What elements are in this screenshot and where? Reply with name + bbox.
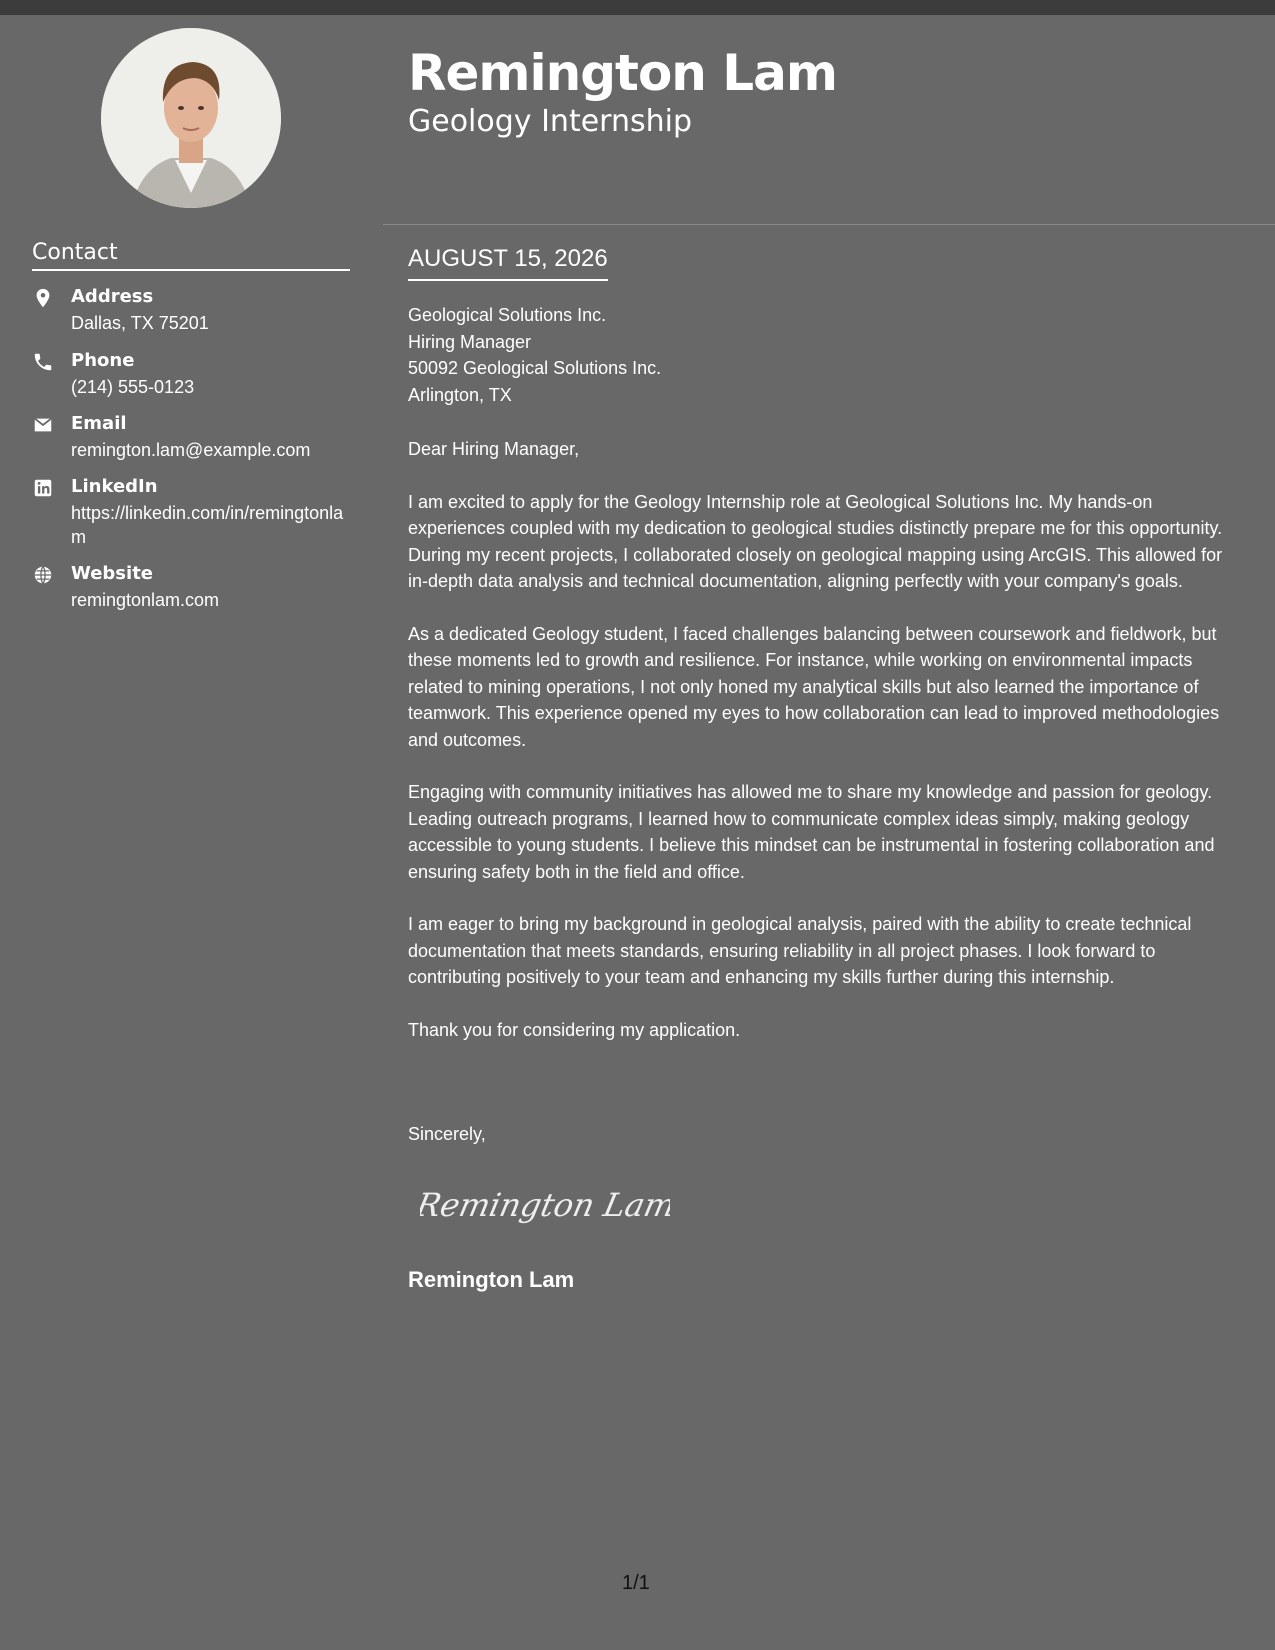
handwritten-signature <box>420 1180 670 1230</box>
header-divider <box>383 224 1275 225</box>
linkedin-link[interactable]: https://linkedin.com/in/remingtonlam <box>71 503 344 547</box>
phone-icon <box>32 351 54 373</box>
letter-body <box>408 436 1238 1069</box>
profile-photo <box>101 28 281 208</box>
website-link[interactable]: remingtonlam.com <box>71 590 220 610</box>
recipient-line: Hiring Manager <box>408 331 532 352</box>
recipient-line: Geological Solutions Inc. <box>408 305 607 325</box>
linkedin-icon <box>32 477 54 499</box>
globe-icon <box>32 564 54 586</box>
contact-label: Phone <box>71 350 135 371</box>
contact-label: Website <box>71 563 154 584</box>
job-title: Geology Internship <box>408 104 693 139</box>
map-pin-icon <box>32 287 54 309</box>
contact-value[interactable]: (214) 555-0123 <box>71 377 195 397</box>
email-link[interactable]: remington.lam@example.com <box>71 440 311 460</box>
page-number: 1/1 <box>622 1572 650 1594</box>
body-paragraph: Thank you for considering my application. <box>408 1019 741 1040</box>
top-bar <box>0 0 1275 15</box>
contact-label: LinkedIn <box>71 476 158 497</box>
contact-heading: Contact <box>32 240 350 271</box>
recipient-line: 50092 Geological Solutions Inc. <box>408 358 662 378</box>
body-paragraph: As a dedicated Geology student, I faced challenges balancing between coursework and fieldwork, but these moments led to growth and resilience. For instance, while working on environmental impacts related to mining operations, I not only honed my analytical skills but also learned the importance of teamwork. This experience opened my eyes to how collaboration can lead to improved methodologies and outcomes. <box>408 623 1220 750</box>
recipient-line: Arlington, TX <box>408 384 512 405</box>
contact-value: Dallas, TX 75201 <box>71 313 209 333</box>
contact-label: Email <box>71 413 127 434</box>
envelope-icon <box>32 414 54 436</box>
body-paragraph: Engaging with community initiatives has allowed me to share my knowledge and passion for geology. Leading outreach programs, I learned how to communicate complex ideas simply, making geology accessible to young students. I believe this mindset can be instrumental in fostering collaboration and ensuring safety both in the field and office. <box>408 782 1215 882</box>
applicant-name: Remington Lam <box>408 44 837 102</box>
signer-name: Remington Lam <box>408 1267 575 1292</box>
signature-text: Remington Lam <box>420 1186 670 1224</box>
letter-date: AUGUST 15, 2026 <box>408 245 608 281</box>
salutation: Dear Hiring Manager, <box>408 439 580 459</box>
contact-label: Address <box>71 286 154 307</box>
body-paragraph: I am excited to apply for the Geology Internship role at Geological Solutions Inc. My hands-on experiences coupled with my dedication to geological studies distinctly prepare me for this opportunity. During my recent projects, I collaborated closely on geological mapping using ArcGIS. This allowed for in-depth data analysis and technical documentation, aligning perfectly with your company's goals. <box>408 491 1223 591</box>
closing: Sincerely, <box>408 1124 486 1144</box>
avatar-illustration <box>101 28 281 208</box>
recipient-block <box>408 302 661 408</box>
body-paragraph: I am eager to bring my background in geological analysis, paired with the ability to create technical documentation that meets standards, ensuring reliability in all project phases. I look forward to contributing positively to your team and enhancing my skills further during this internship. <box>408 914 1192 987</box>
